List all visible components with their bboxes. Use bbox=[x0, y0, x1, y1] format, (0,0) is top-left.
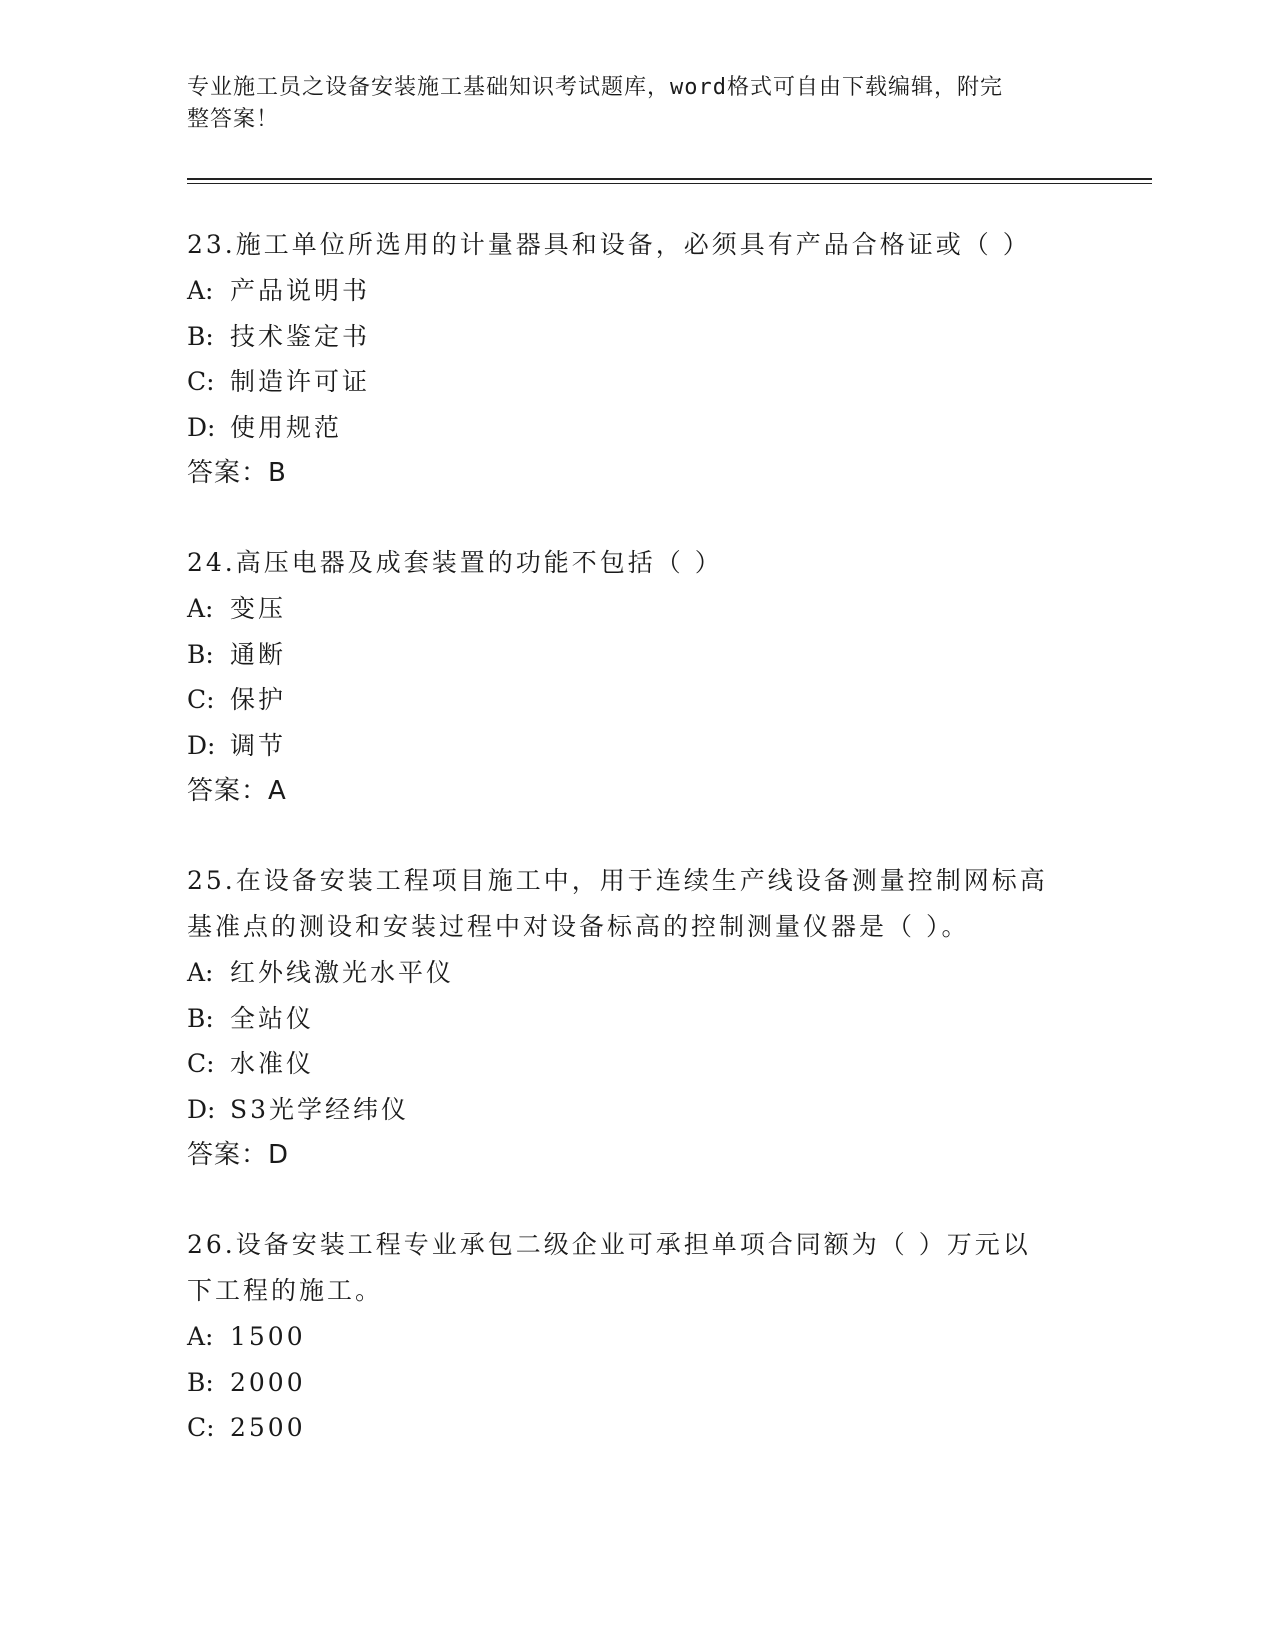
option-b bbox=[187, 996, 1087, 1042]
option-key: D: bbox=[187, 730, 216, 760]
option-c bbox=[187, 1405, 1087, 1451]
question-26 bbox=[187, 1222, 1087, 1451]
option-text: 技术鉴定书 bbox=[230, 321, 371, 351]
option-text: 保护 bbox=[230, 685, 287, 714]
option-b bbox=[187, 314, 1087, 360]
option-text: 使用规范 bbox=[230, 412, 343, 442]
option-key: B: bbox=[187, 1003, 214, 1033]
option-c bbox=[187, 1041, 1087, 1087]
option-key: A: bbox=[187, 594, 214, 623]
option-d bbox=[187, 1087, 1087, 1133]
option-text: 调节 bbox=[230, 730, 287, 760]
question-25 bbox=[187, 858, 1087, 1178]
question-stem: 24.高压电器及成套装置的功能不包括（ ） bbox=[187, 548, 723, 577]
answer-line: 答案：B bbox=[187, 458, 287, 488]
question-23 bbox=[187, 222, 1087, 496]
option-text: 2000 bbox=[230, 1367, 306, 1397]
option-key: A: bbox=[187, 1322, 214, 1351]
header-divider-thick bbox=[187, 178, 1152, 180]
question-stem-line-2: 下工程的施工。 bbox=[187, 1276, 384, 1305]
option-key: D: bbox=[187, 1094, 216, 1124]
header-line-2: 整答案！ bbox=[187, 107, 280, 132]
option-key: B: bbox=[187, 639, 214, 669]
option-text: 水准仪 bbox=[230, 1049, 315, 1078]
option-b bbox=[187, 1360, 1087, 1406]
option-text: 1500 bbox=[230, 1322, 306, 1351]
option-c bbox=[187, 359, 1087, 405]
document-header bbox=[187, 72, 1087, 136]
option-key: C: bbox=[187, 1413, 215, 1442]
option-b bbox=[187, 632, 1087, 678]
option-key: B: bbox=[187, 321, 214, 351]
option-c bbox=[187, 677, 1087, 723]
option-a bbox=[187, 268, 1087, 314]
question-stem: 23.施工单位所选用的计量器具和设备，必须具有产品合格证或（ ） bbox=[187, 230, 1031, 259]
option-text: 变压 bbox=[230, 594, 287, 623]
option-text: 通断 bbox=[230, 639, 287, 669]
option-d bbox=[187, 723, 1087, 769]
header-divider-thin bbox=[187, 183, 1152, 184]
option-a bbox=[187, 950, 1087, 996]
option-key: A: bbox=[187, 958, 214, 987]
header-line-1: 专业施工员之设备安装施工基础知识考试题库，word格式可自由下载编辑，附完 bbox=[187, 75, 1003, 100]
question-stem-line-2: 基准点的测设和安装过程中对设备标高的控制测量仪器是（ ）。 bbox=[187, 912, 970, 941]
option-key: D: bbox=[187, 412, 216, 442]
option-text: 2500 bbox=[230, 1413, 306, 1442]
option-key: A: bbox=[187, 276, 214, 305]
option-d bbox=[187, 405, 1087, 451]
option-text: 全站仪 bbox=[230, 1003, 315, 1033]
option-key: C: bbox=[187, 1049, 215, 1078]
option-a bbox=[187, 1314, 1087, 1360]
option-key: C: bbox=[187, 685, 215, 714]
answer-line: 答案：D bbox=[187, 1140, 290, 1170]
option-text: 红外线激光水平仪 bbox=[230, 958, 455, 987]
question-stem-line-1: 26.设备安装工程专业承包二级企业可承担单项合同额为（ ）万元以 bbox=[187, 1230, 1031, 1259]
option-text: S3光学经纬仪 bbox=[230, 1094, 410, 1124]
option-text: 产品说明书 bbox=[230, 276, 371, 305]
option-key: B: bbox=[187, 1367, 214, 1397]
question-24 bbox=[187, 540, 1087, 814]
question-stem-line-1: 25.在设备安装工程项目施工中，用于连续生产线设备测量控制网标高 bbox=[187, 866, 1048, 895]
option-a bbox=[187, 586, 1087, 632]
answer-line: 答案：A bbox=[187, 776, 287, 806]
option-key: C: bbox=[187, 367, 215, 396]
option-text: 制造许可证 bbox=[230, 367, 371, 396]
